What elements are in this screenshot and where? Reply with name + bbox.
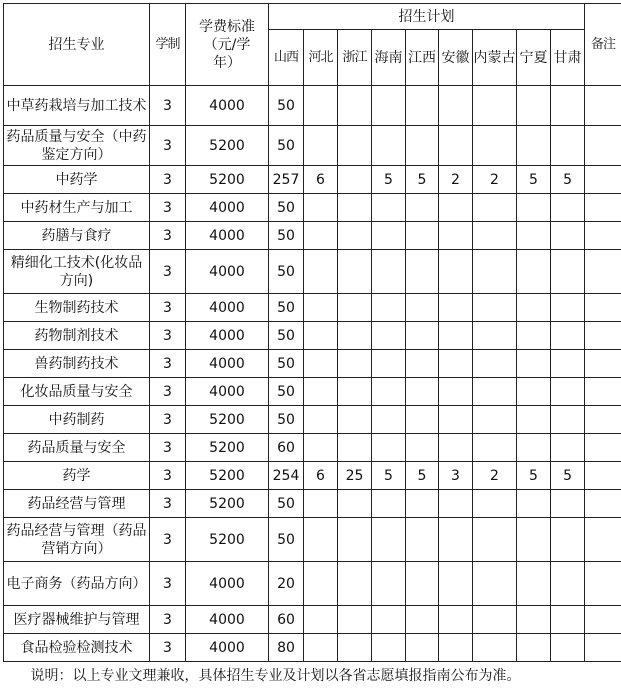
cell-plan-count: 6 — [304, 462, 338, 490]
cell-major: 食品检验检测技术 — [4, 634, 150, 662]
cell-plan-count — [338, 562, 372, 606]
cell-plan-count — [338, 406, 372, 434]
cell-plan-count — [439, 490, 473, 518]
cell-plan-count — [473, 490, 517, 518]
cell-plan-count: 50 — [269, 350, 304, 378]
cell-plan-count — [338, 378, 372, 406]
table-row — [4, 634, 621, 662]
header-province: 安徽 — [439, 30, 473, 86]
cell-plan-count — [304, 518, 338, 562]
cell-years: 3 — [150, 562, 186, 606]
cell-plan-count: 50 — [269, 406, 304, 434]
cell-remark — [585, 606, 621, 634]
cell-plan-count — [551, 222, 585, 250]
cell-plan-count — [338, 434, 372, 462]
cell-fee: 5200 — [186, 462, 269, 490]
table-row — [4, 562, 621, 606]
cell-years: 3 — [150, 126, 186, 166]
cell-remark — [585, 250, 621, 294]
cell-fee: 5200 — [186, 434, 269, 462]
header-province: 内蒙古 — [473, 30, 517, 86]
cell-plan-count — [551, 490, 585, 518]
cell-plan-count — [473, 126, 517, 166]
cell-remark — [585, 490, 621, 518]
cell-plan-count — [372, 490, 406, 518]
cell-plan-count — [338, 606, 372, 634]
cell-plan-count — [406, 406, 439, 434]
cell-major: 中药材生产与加工 — [4, 194, 150, 222]
cell-plan-count — [372, 606, 406, 634]
cell-major: 中草药栽培与加工技术 — [4, 86, 150, 126]
cell-plan-count — [338, 166, 372, 194]
cell-plan-count — [338, 634, 372, 662]
cell-plan-count — [517, 434, 551, 462]
table-body — [4, 86, 621, 662]
table-row — [4, 86, 621, 126]
cell-plan-count — [372, 350, 406, 378]
cell-remark — [585, 434, 621, 462]
table-row — [4, 222, 621, 250]
cell-plan-count — [439, 86, 473, 126]
cell-remark — [585, 406, 621, 434]
cell-plan-count — [551, 378, 585, 406]
footnote: 说明：以上专业文理兼收，具体招生专业及计划以各省志愿填报指南公布为准。 — [30, 668, 521, 684]
cell-plan-count — [439, 294, 473, 322]
cell-remark — [585, 518, 621, 562]
cell-plan-count: 25 — [338, 462, 372, 490]
cell-plan-count — [439, 606, 473, 634]
cell-plan-count — [517, 222, 551, 250]
cell-remark — [585, 350, 621, 378]
header-major: 招生专业 — [4, 4, 150, 86]
cell-remark — [585, 322, 621, 350]
cell-major: 中药制药 — [4, 406, 150, 434]
cell-major: 医疗器械维护与管理 — [4, 606, 150, 634]
cell-plan-count — [406, 194, 439, 222]
cell-plan-count: 60 — [269, 434, 304, 462]
cell-plan-count: 5 — [551, 462, 585, 490]
cell-plan-count — [517, 518, 551, 562]
cell-plan-count — [338, 86, 372, 126]
cell-plan-count — [517, 322, 551, 350]
cell-plan-count — [304, 606, 338, 634]
cell-plan-count — [517, 294, 551, 322]
cell-plan-count — [439, 406, 473, 434]
header-province: 江西 — [406, 30, 439, 86]
cell-plan-count — [439, 562, 473, 606]
cell-plan-count — [304, 86, 338, 126]
cell-plan-count — [473, 378, 517, 406]
cell-plan-count — [551, 126, 585, 166]
cell-plan-count — [372, 518, 406, 562]
cell-major: 化妆品质量与安全 — [4, 378, 150, 406]
cell-plan-count: 50 — [269, 86, 304, 126]
cell-plan-count — [517, 126, 551, 166]
cell-plan-count — [372, 434, 406, 462]
cell-plan-count — [439, 250, 473, 294]
cell-fee: 4000 — [186, 634, 269, 662]
cell-plan-count — [338, 490, 372, 518]
table-row — [4, 166, 621, 194]
cell-remark — [585, 462, 621, 490]
cell-plan-count: 6 — [304, 166, 338, 194]
cell-years: 3 — [150, 518, 186, 562]
cell-plan-count — [473, 222, 517, 250]
table-row — [4, 518, 621, 562]
cell-plan-count: 50 — [269, 194, 304, 222]
cell-remark — [585, 222, 621, 250]
cell-plan-count: 80 — [269, 634, 304, 662]
cell-plan-count — [304, 222, 338, 250]
cell-years: 3 — [150, 634, 186, 662]
cell-plan-count — [406, 222, 439, 250]
cell-plan-count — [372, 222, 406, 250]
table-row — [4, 406, 621, 434]
cell-plan-count: 2 — [439, 166, 473, 194]
cell-plan-count — [406, 322, 439, 350]
cell-fee: 4000 — [186, 194, 269, 222]
cell-major: 药品经营与管理 — [4, 490, 150, 518]
cell-plan-count — [551, 634, 585, 662]
cell-plan-count — [551, 194, 585, 222]
cell-plan-count — [473, 194, 517, 222]
cell-major: 中药学 — [4, 166, 150, 194]
cell-fee: 4000 — [186, 322, 269, 350]
cell-plan-count — [304, 250, 338, 294]
cell-plan-count — [406, 250, 439, 294]
cell-years: 3 — [150, 350, 186, 378]
table-row — [4, 294, 621, 322]
cell-plan-count — [517, 634, 551, 662]
cell-remark — [585, 294, 621, 322]
cell-fee: 5200 — [186, 406, 269, 434]
cell-plan-count — [406, 126, 439, 166]
cell-major: 生物制药技术 — [4, 294, 150, 322]
header-years: 学制 — [150, 4, 186, 86]
cell-plan-count — [338, 518, 372, 562]
cell-major: 兽药制药技术 — [4, 350, 150, 378]
cell-plan-count — [517, 562, 551, 606]
header-province: 宁夏 — [517, 30, 551, 86]
cell-plan-count: 5 — [372, 462, 406, 490]
cell-remark — [585, 166, 621, 194]
cell-fee: 4000 — [186, 222, 269, 250]
cell-plan-count — [551, 434, 585, 462]
cell-plan-count — [338, 126, 372, 166]
cell-remark — [585, 378, 621, 406]
cell-plan-count: 2 — [473, 462, 517, 490]
cell-years: 3 — [150, 462, 186, 490]
table-row — [4, 322, 621, 350]
cell-plan-count — [551, 322, 585, 350]
header-province: 甘肃 — [551, 30, 585, 86]
cell-plan-count — [473, 250, 517, 294]
cell-plan-count: 5 — [551, 166, 585, 194]
cell-plan-count — [551, 606, 585, 634]
cell-major: 药学 — [4, 462, 150, 490]
cell-major: 药膳与食疗 — [4, 222, 150, 250]
cell-fee: 5200 — [186, 490, 269, 518]
table-row — [4, 350, 621, 378]
cell-plan-count — [406, 606, 439, 634]
cell-plan-count: 50 — [269, 322, 304, 350]
cell-plan-count — [406, 378, 439, 406]
table-row — [4, 194, 621, 222]
cell-plan-count — [517, 86, 551, 126]
cell-plan-count: 50 — [269, 518, 304, 562]
cell-plan-count — [473, 434, 517, 462]
cell-major: 药物制剂技术 — [4, 322, 150, 350]
header-plan: 招生计划 — [269, 4, 585, 30]
cell-remark — [585, 562, 621, 606]
cell-major: 药品经营与管理（药品营销方向） — [4, 518, 150, 562]
cell-years: 3 — [150, 378, 186, 406]
table-row — [4, 126, 621, 166]
cell-plan-count — [473, 606, 517, 634]
cell-plan-count: 5 — [372, 166, 406, 194]
table-row — [4, 606, 621, 634]
cell-remark — [585, 194, 621, 222]
cell-remark — [585, 126, 621, 166]
table-row — [4, 250, 621, 294]
cell-plan-count — [338, 322, 372, 350]
cell-plan-count — [551, 86, 585, 126]
cell-plan-count — [304, 126, 338, 166]
header-province: 浙江 — [338, 30, 372, 86]
cell-plan-count — [551, 406, 585, 434]
cell-plan-count — [338, 294, 372, 322]
cell-years: 3 — [150, 322, 186, 350]
header-province: 山西 — [269, 30, 304, 86]
cell-plan-count — [304, 406, 338, 434]
cell-plan-count — [372, 294, 406, 322]
cell-plan-count — [372, 322, 406, 350]
cell-plan-count — [304, 294, 338, 322]
cell-plan-count — [439, 222, 473, 250]
cell-plan-count — [338, 194, 372, 222]
cell-plan-count — [338, 222, 372, 250]
cell-plan-count — [551, 350, 585, 378]
cell-plan-count — [304, 634, 338, 662]
cell-plan-count — [517, 490, 551, 518]
cell-plan-count — [304, 378, 338, 406]
cell-major: 精细化工技术(化妆品方向) — [4, 250, 150, 294]
cell-plan-count — [406, 562, 439, 606]
cell-plan-count — [517, 250, 551, 294]
cell-plan-count — [372, 250, 406, 294]
cell-plan-count — [473, 406, 517, 434]
cell-plan-count — [406, 490, 439, 518]
cell-plan-count — [517, 378, 551, 406]
cell-plan-count — [304, 350, 338, 378]
table-row — [4, 434, 621, 462]
cell-plan-count: 60 — [269, 606, 304, 634]
cell-plan-count — [304, 194, 338, 222]
cell-plan-count: 50 — [269, 490, 304, 518]
cell-fee: 4000 — [186, 86, 269, 126]
cell-plan-count — [473, 86, 517, 126]
cell-plan-count — [406, 634, 439, 662]
cell-plan-count — [551, 250, 585, 294]
table-row — [4, 462, 621, 490]
cell-plan-count — [517, 350, 551, 378]
cell-plan-count — [551, 562, 585, 606]
cell-plan-count: 50 — [269, 250, 304, 294]
cell-years: 3 — [150, 434, 186, 462]
cell-plan-count — [517, 406, 551, 434]
cell-plan-count — [473, 322, 517, 350]
cell-fee: 4000 — [186, 378, 269, 406]
header-fee: 学费标准（元/学年） — [186, 4, 269, 86]
cell-plan-count: 50 — [269, 378, 304, 406]
cell-plan-count: 3 — [439, 462, 473, 490]
cell-plan-count — [551, 518, 585, 562]
cell-years: 3 — [150, 86, 186, 126]
cell-fee: 4000 — [186, 250, 269, 294]
cell-plan-count — [372, 86, 406, 126]
cell-plan-count: 254 — [269, 462, 304, 490]
cell-plan-count — [406, 86, 439, 126]
cell-plan-count — [338, 350, 372, 378]
cell-plan-count: 257 — [269, 166, 304, 194]
cell-plan-count — [551, 294, 585, 322]
cell-major: 药品质量与安全 — [4, 434, 150, 462]
cell-plan-count — [372, 562, 406, 606]
cell-plan-count — [406, 434, 439, 462]
cell-fee: 4000 — [186, 606, 269, 634]
cell-years: 3 — [150, 294, 186, 322]
cell-plan-count — [372, 634, 406, 662]
cell-plan-count: 50 — [269, 126, 304, 166]
cell-plan-count — [517, 194, 551, 222]
cell-plan-count — [439, 634, 473, 662]
cell-plan-count — [439, 322, 473, 350]
cell-plan-count: 5 — [406, 462, 439, 490]
cell-years: 3 — [150, 406, 186, 434]
cell-plan-count — [304, 434, 338, 462]
cell-fee: 4000 — [186, 350, 269, 378]
enrollment-table — [3, 3, 621, 690]
cell-plan-count — [439, 518, 473, 562]
cell-plan-count: 5 — [517, 166, 551, 194]
cell-plan-count — [439, 350, 473, 378]
table-row — [4, 490, 621, 518]
cell-years: 3 — [150, 490, 186, 518]
cell-plan-count: 5 — [517, 462, 551, 490]
cell-plan-count — [304, 562, 338, 606]
cell-plan-count — [473, 294, 517, 322]
cell-major: 药品质量与安全（中药鉴定方向） — [4, 126, 150, 166]
cell-plan-count — [372, 194, 406, 222]
header-province: 海南 — [372, 30, 406, 86]
cell-plan-count — [439, 194, 473, 222]
cell-years: 3 — [150, 606, 186, 634]
cell-plan-count: 50 — [269, 294, 304, 322]
cell-years: 3 — [150, 194, 186, 222]
header-province: 河北 — [304, 30, 338, 86]
cell-plan-count — [439, 126, 473, 166]
cell-plan-count: 50 — [269, 222, 304, 250]
cell-plan-count — [473, 562, 517, 606]
header-remark: 备注 — [585, 4, 621, 86]
cell-plan-count — [304, 322, 338, 350]
cell-years: 3 — [150, 222, 186, 250]
cell-plan-count — [338, 250, 372, 294]
cell-plan-count — [372, 406, 406, 434]
cell-plan-count: 5 — [406, 166, 439, 194]
cell-plan-count — [304, 490, 338, 518]
cell-remark — [585, 634, 621, 662]
cell-fee: 5200 — [186, 166, 269, 194]
cell-plan-count — [439, 378, 473, 406]
cell-plan-count — [372, 126, 406, 166]
cell-plan-count — [517, 606, 551, 634]
cell-plan-count — [473, 350, 517, 378]
cell-plan-count — [406, 518, 439, 562]
cell-years: 3 — [150, 166, 186, 194]
cell-plan-count — [406, 350, 439, 378]
cell-plan-count — [473, 518, 517, 562]
cell-plan-count — [372, 378, 406, 406]
table-row — [4, 378, 621, 406]
cell-plan-count — [473, 634, 517, 662]
cell-fee: 4000 — [186, 294, 269, 322]
cell-years: 3 — [150, 250, 186, 294]
cell-plan-count — [406, 294, 439, 322]
cell-plan-count — [439, 434, 473, 462]
cell-plan-count: 20 — [269, 562, 304, 606]
cell-major: 电子商务（药品方向） — [4, 562, 150, 606]
cell-fee: 4000 — [186, 562, 269, 606]
cell-plan-count: 2 — [473, 166, 517, 194]
cell-fee: 5200 — [186, 518, 269, 562]
cell-remark — [585, 86, 621, 126]
cell-fee: 5200 — [186, 126, 269, 166]
